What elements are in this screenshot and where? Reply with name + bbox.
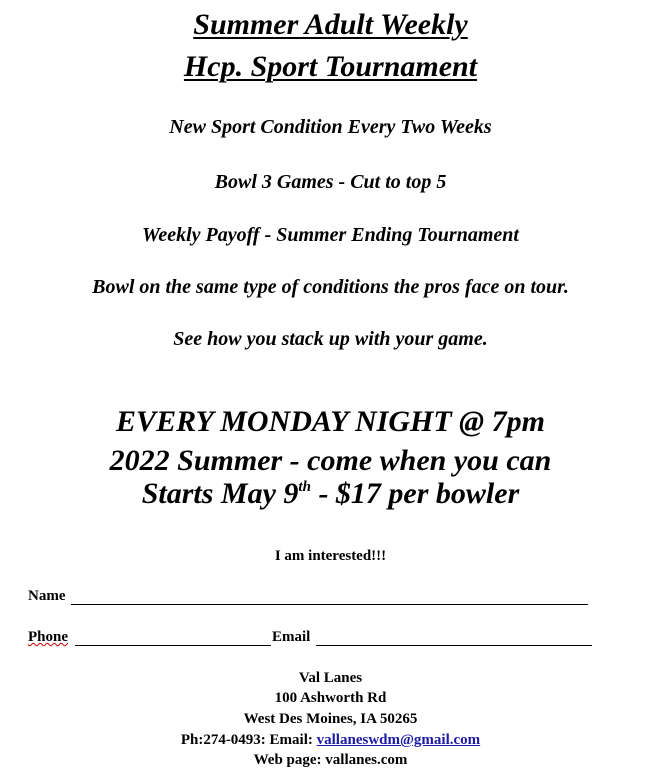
detail-stack-up: See how you stack up with your game.: [173, 328, 488, 350]
email-label: Email: [272, 629, 311, 645]
venue-city: West Des Moines, IA 50265: [243, 711, 418, 727]
detail-bowl-games: Bowl 3 Games - Cut to top 5: [214, 171, 447, 193]
venue-phone: Ph:274-0493: Email:: [180, 732, 317, 748]
schedule-night: EVERY MONDAY NIGHT @ 7pm: [116, 405, 545, 438]
venue-web: Web page: vallanes.com: [253, 752, 408, 768]
schedule-season: 2022 Summer - come when you can: [109, 444, 552, 477]
detail-sport-condition: New Sport Condition Every Two Weeks: [169, 116, 492, 138]
detail-conditions: Bowl on the same type of conditions the pros face on tour.: [92, 276, 569, 298]
venue-name: Val Lanes: [298, 670, 363, 686]
email-field-line[interactable]: [316, 645, 592, 646]
venue-contact: [0, 732, 661, 749]
interested-heading: I am interested!!!: [274, 548, 387, 564]
title-line-2: Hcp. Sport Tournament: [183, 50, 478, 83]
venue-street: 100 Ashworth Rd: [274, 690, 387, 706]
name-label: Name: [28, 588, 66, 604]
phone-field-line[interactable]: [75, 645, 271, 646]
title-line-1: Summer Adult Weekly: [193, 8, 468, 41]
schedule-start-price: Starts May 9th - $17 per bowler: [141, 477, 520, 510]
name-field-line[interactable]: [71, 604, 588, 605]
phone-label: Phone: [28, 629, 69, 645]
detail-weekly-payoff: Weekly Payoff - Summer Ending Tournament: [142, 224, 519, 246]
venue-email-link[interactable]: vallaneswdm@gmail.com: [316, 732, 481, 748]
